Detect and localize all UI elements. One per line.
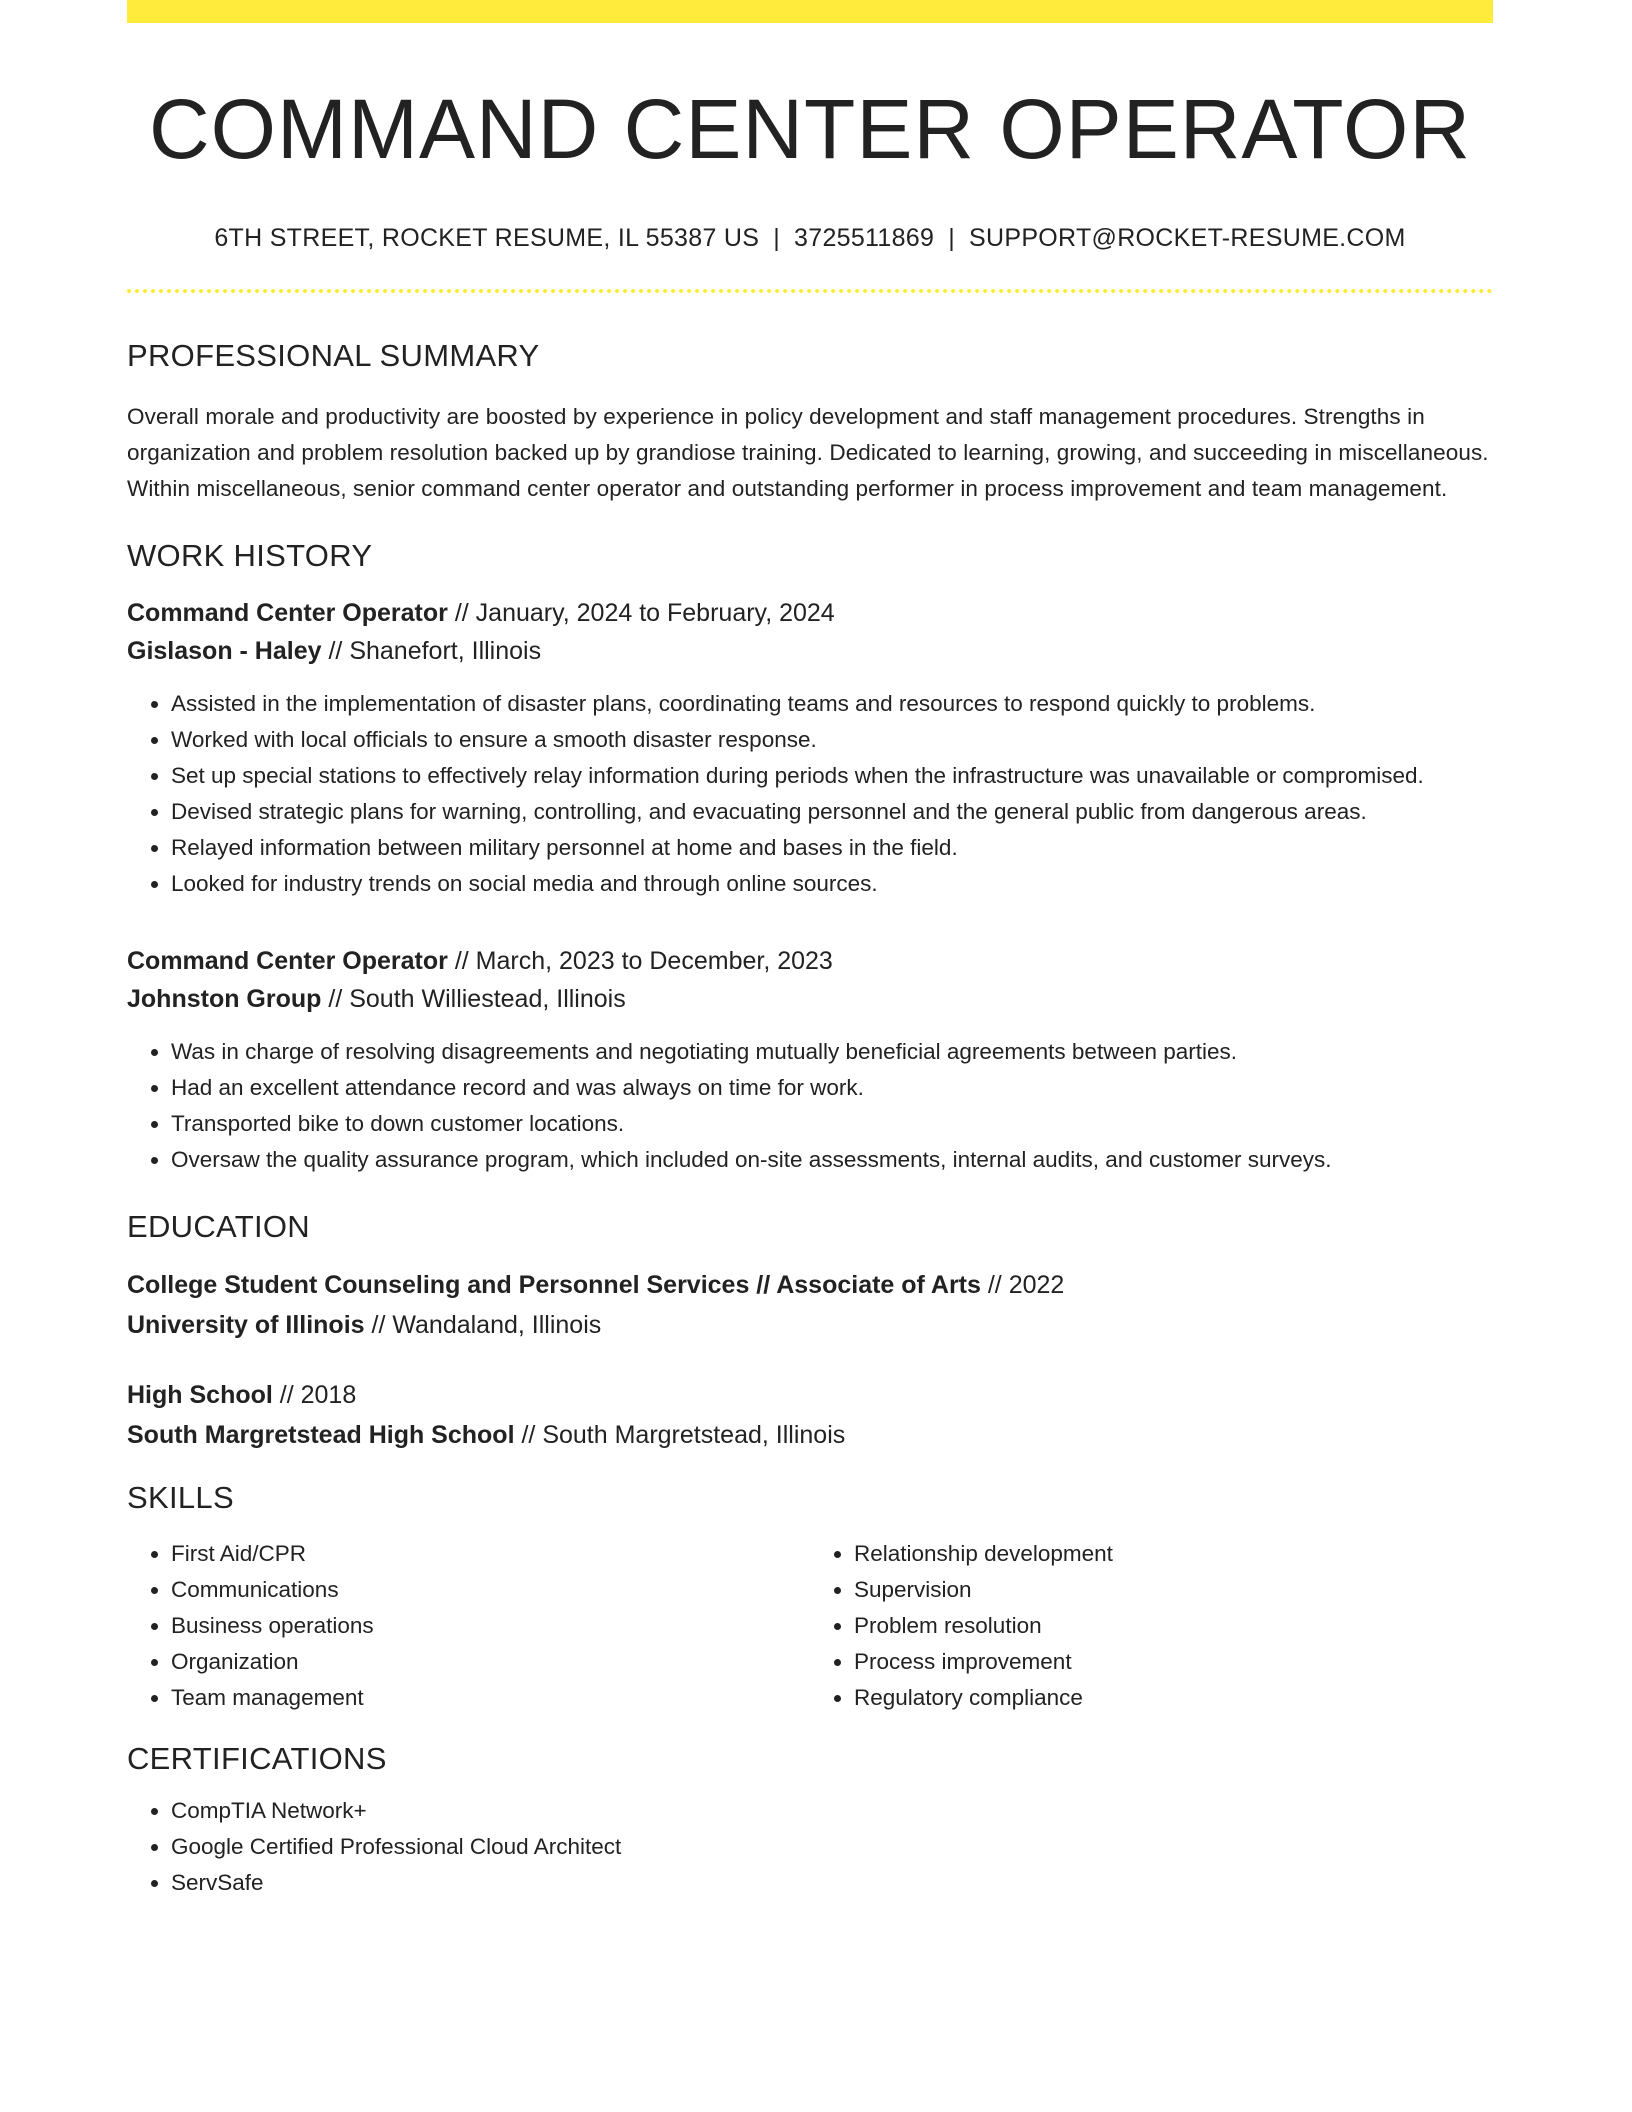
job-role: Command Center Operator xyxy=(127,946,448,975)
job-bullet: • Set up special stations to effectively relay information during periods when the infrastructure was unavailable or compromised. xyxy=(171,758,1493,794)
education-heading: EDUCATION xyxy=(127,1208,310,1244)
summary-text: Overall morale and productivity are boosted by experience in policy development and staff management procedures. Strengths in organization and problem resolution backed up by grandiose training. Dedicated to learning, growing, and succeeding in miscellaneous. Within miscellaneous, senior command center operator and outstanding performer in process improvement and team management. xyxy=(127,403,1489,501)
job-title-line xyxy=(127,942,1493,980)
certification-item: • ServSafe xyxy=(171,1865,1493,1901)
education-school-line xyxy=(127,1305,1493,1345)
skills-list-left xyxy=(127,1536,810,1716)
education-school: University of Illinois xyxy=(127,1310,365,1339)
skills-heading: SKILLS xyxy=(127,1479,234,1515)
accent-top-bar xyxy=(127,0,1493,23)
job-bullet: • Assisted in the implementation of disaster plans, coordinating teams and resources to respond quickly to problems. xyxy=(171,686,1493,722)
job-bullet: • Worked with local officials to ensure a smooth disaster response. xyxy=(171,722,1493,758)
education-degree: College Student Counseling and Personnel Services // Associate of Arts xyxy=(127,1270,981,1299)
contact-separator: | xyxy=(948,224,956,253)
education-entry xyxy=(127,1265,1493,1345)
job-title-line xyxy=(127,594,1493,632)
contact-separator: | xyxy=(773,224,781,253)
certification-item: • CompTIA Network+ xyxy=(171,1793,1493,1829)
job-location: // Shanefort, Illinois xyxy=(321,636,542,665)
education-degree-line xyxy=(127,1265,1493,1305)
job-bullet-list xyxy=(127,1034,1493,1178)
dotted-divider xyxy=(127,289,1493,293)
skills-columns xyxy=(127,1536,1493,1716)
education-year: // 2022 xyxy=(980,1270,1065,1299)
job-bullet-list xyxy=(127,686,1493,902)
skill-item: • Regulatory compliance xyxy=(854,1680,1493,1716)
skill-item: • Organization xyxy=(171,1644,810,1680)
education-school: South Margretstead High School xyxy=(127,1420,515,1449)
contact-address: 6TH STREET, ROCKET RESUME, IL 55387 US xyxy=(214,224,760,253)
education-location: // Wandaland, Illinois xyxy=(364,1310,602,1339)
education-school-line xyxy=(127,1415,1493,1455)
job-bullet: • Relayed information between military personnel at home and bases in the field. xyxy=(171,830,1493,866)
skill-item: • Team management xyxy=(171,1680,810,1716)
skill-item: • Business operations xyxy=(171,1608,810,1644)
certifications-list xyxy=(127,1793,1493,1901)
contact-email: SUPPORT@ROCKET-RESUME.COM xyxy=(969,224,1406,253)
education-degree-line xyxy=(127,1375,1493,1415)
skill-item: • Communications xyxy=(171,1572,810,1608)
education-degree: High School xyxy=(127,1380,273,1409)
job-bullet: • Looked for industry trends on social media and through online sources. xyxy=(171,866,1493,902)
job-location: // South Williestead, Illinois xyxy=(321,984,626,1013)
candidate-name: COMMAND CENTER OPERATOR xyxy=(149,82,1471,176)
job-entry xyxy=(127,942,1493,1178)
job-bullet: • Devised strategic plans for warning, controlling, and evacuating personnel and the general public from dangerous areas. xyxy=(171,794,1493,830)
resume-page xyxy=(127,0,1493,1901)
skill-item: • Process improvement xyxy=(854,1644,1493,1680)
job-company: Johnston Group xyxy=(127,984,322,1013)
certifications-heading: CERTIFICATIONS xyxy=(127,1741,387,1777)
job-entry xyxy=(127,594,1493,902)
contact-line xyxy=(127,223,1493,253)
contact-phone: 3725511869 xyxy=(794,224,935,253)
job-company: Gislason - Haley xyxy=(127,636,322,665)
skill-item: • Problem resolution xyxy=(854,1608,1493,1644)
work-history-heading: WORK HISTORY xyxy=(127,537,373,573)
job-company-line xyxy=(127,632,1493,670)
education-entry xyxy=(127,1375,1493,1455)
job-bullet: • Oversaw the quality assurance program, which included on-site assessments, internal audits, and customer surveys. xyxy=(171,1142,1493,1178)
job-dates: // March, 2023 to December, 2023 xyxy=(447,946,833,975)
skill-item: • First Aid/CPR xyxy=(171,1536,810,1572)
job-dates: // January, 2024 to February, 2024 xyxy=(447,598,835,627)
skills-list-right xyxy=(810,1536,1493,1716)
certification-item: • Google Certified Professional Cloud Architect xyxy=(171,1829,1493,1865)
job-bullet: • Had an excellent attendance record and was always on time for work. xyxy=(171,1070,1493,1106)
job-bullet: • Transported bike to down customer locations. xyxy=(171,1106,1493,1142)
education-location: // South Margretstead, Illinois xyxy=(514,1420,846,1449)
education-year: // 2018 xyxy=(272,1380,357,1409)
skill-item: • Relationship development xyxy=(854,1536,1493,1572)
summary-heading: PROFESSIONAL SUMMARY xyxy=(127,338,540,374)
skill-item: • Supervision xyxy=(854,1572,1493,1608)
job-role: Command Center Operator xyxy=(127,598,448,627)
job-bullet: • Was in charge of resolving disagreements and negotiating mutually beneficial agreements between parties. xyxy=(171,1034,1493,1070)
job-company-line xyxy=(127,980,1493,1018)
